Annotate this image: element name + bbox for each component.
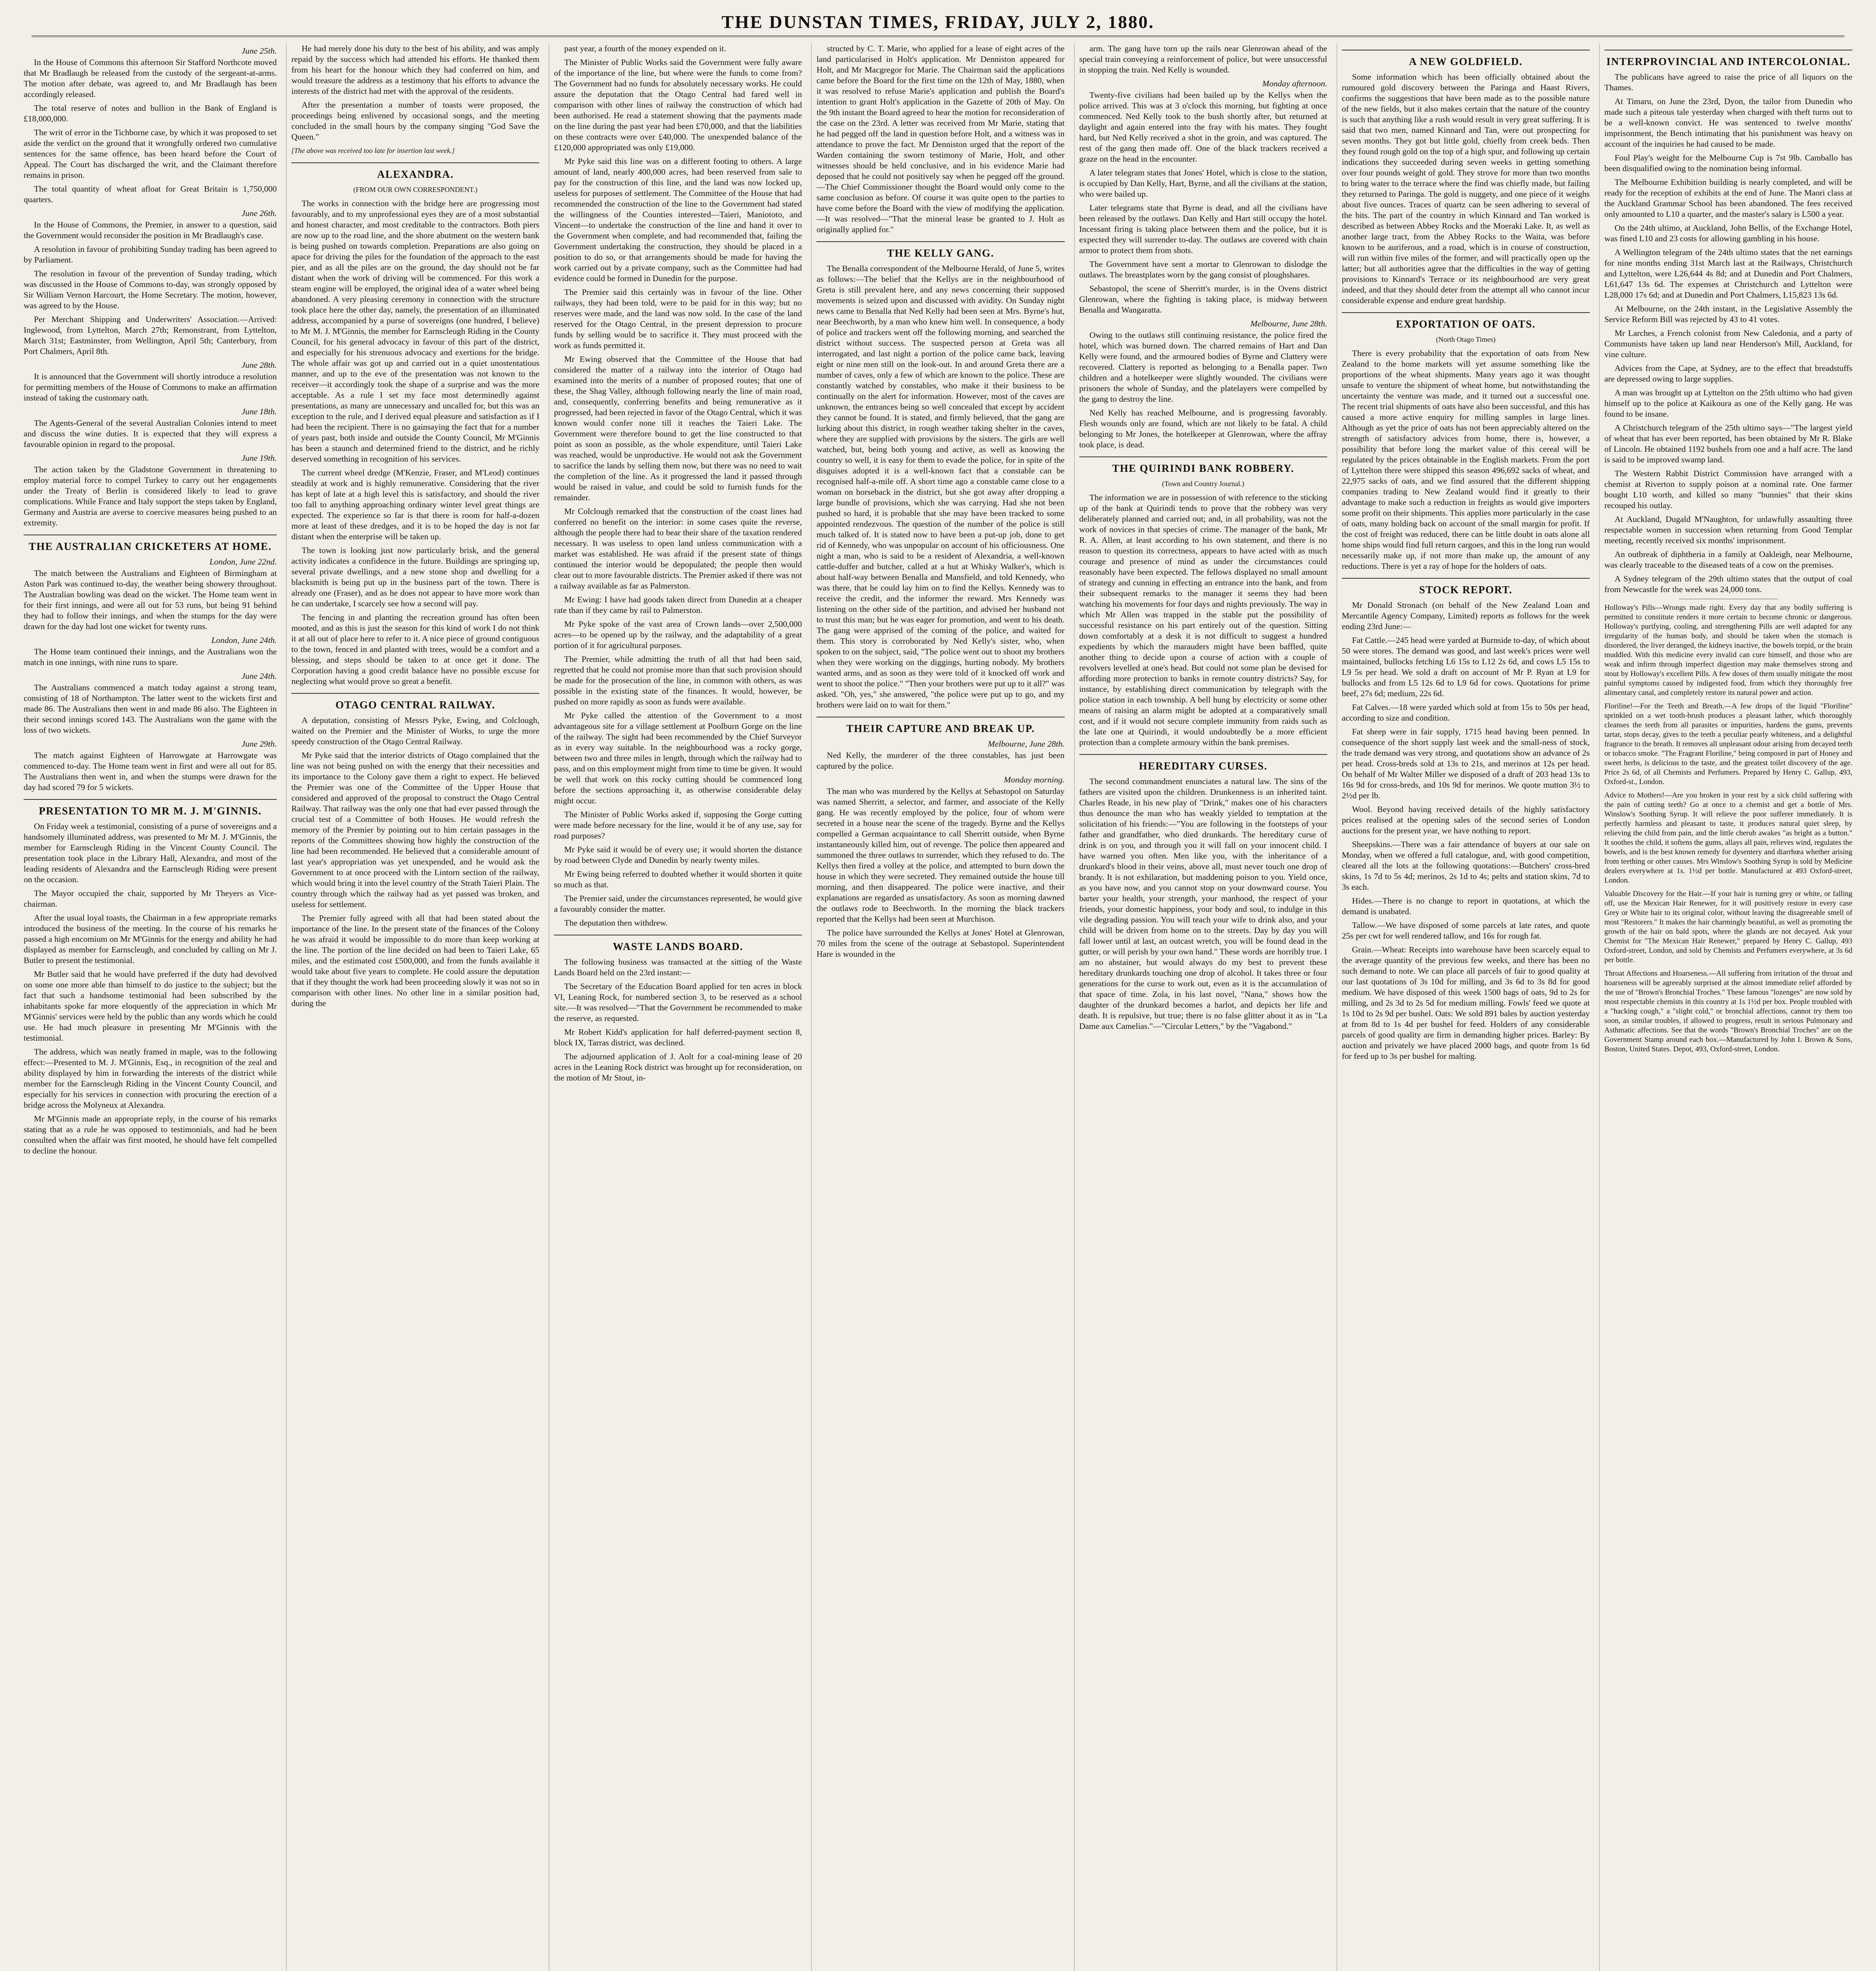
dateline: London, June 24th. [211, 635, 277, 645]
article-paragraph: Mr M'Ginnis made an appropriate reply, in the course of his remarks stating that as a rule he was opposed to testimonials, and had he been consulted when the affair was first mooted, he should have felt compelled to decline the honour. [24, 1114, 277, 1155]
article-paragraph: The deputation then withdrew. [564, 918, 668, 928]
article-paragraph: Mr Ewing: I have had goods taken direct from Dunedin at a cheaper rate than if they came by rail to Palmerston. [554, 595, 802, 615]
article-paragraph: Tallow.—We have disposed of some parcels at late rates, and quote 25s per cwt for well rendered tallow, and 16s for rough fat. [1341, 920, 1590, 941]
article-paragraph: The Mayor occupied the chair, supported by Mr Theyers as Vice-chairman. [24, 889, 277, 909]
column-3 [549, 43, 802, 1971]
column-4 [811, 43, 1064, 1971]
article-paragraph: A later telegram states that Jones' Hotel, which is close to the station, is occupied by Dan Kelly, Hart, Byrne, and all the civilians at the station, who were bailed up. [1079, 168, 1327, 199]
article-paragraph: The Benalla correspondent of the Melbourne Herald, of June 5, writes as follows:—The belief that the Kellys are in the neighbourhood of Greta is still prevalent here, and any news concerning their supposed movements is seized upon and discussed with avidity. On Sunday night news came to Benalla that Ned Kelly had been seen at Mrs. Byrne's hut, near Beechworth, by a man who knew him well. In consequence, a body of police and trackers went off the following morning, and searched the district without success. The suspected person at Greta was all interrogated, and last night a portion of the police came back, leaving eight or nine men still on the look-out. In and around Greta there are a number of caves, only a few of which are known to the police. These are constantly watched by constables, who make it their business to be continually on the alert for information. However, most of the caves are unknown, the entrances being so well concealed that except by accident they cannot be found. It is stated, and firmly believed, that the gang are lurking about this district, in rough weather taking shelter in the caves, where they are supplied with provisions by the sisters. The girls are well watched, but, being both young and active, as well as knowing the country so well, it is easy for them to evade the police, for in spite of the disguises adopted it is a well-known fact that a constable can be recognised half-a-mile off. A short time ago a constable came close to a woman on horseback in the district, but she got away after dropping a large bundle of provisions, which she was carrying. Had she not been pushed so hard, it is probable that she may have been tracked to some appointed rendezvous. The question of the number of the police is still much talked of. It is stated now to have been a put-up job, done to get rid of Kennedy, who was unpopular on account of his officiousness. One night a man, who is said to be a resident of Alexandria, a well-known cattle-duffer and butcher, called at a hut at Whisky Walker's, which is about half-way between Benalla and Mansfield, and told Kennedy, who was there, that he could lay him on to find the Kellys. Kennedy was to receive the credit, and the informer the reward. Mrs Kennedy was listening on the other side of the partition, and advised her husband not to trust this man; but he was eager for promotion, and went to his death. The gang were apprised of the coming of the police, and waited for them. This story is corroborated by Ned Kelly's sister, who, when spoken to on the subject, said, "The police went out to shoot my brothers when they were working on the diggings, hurting nobody. My brothers wanted arms, and as soon as they were told of it knocked off work and went to shoot the police." "Then your brothers were put up to it all?" was asked. "Oh, yes," she answered, "the police were put up to go, and my brothers were laid on to wait for them." [816, 264, 1065, 710]
dateline: June 28th. [241, 360, 277, 370]
article-paragraph: past year, a fourth of the money expended on it. [564, 44, 726, 53]
article-paragraph: Mr Pyke said this line was on a different footing to others. A large amount of land, nearly 400,000 acres, had been reserved from sale to pay for the construction of this line, and the land was now locked up, useless for purposes of settlement. The Committee of the House that had recommended the construction of the line to the Government had stated the willingness of the Counties interested—Taieri, Maniototo, and Vincent—to undertake the construction of the line and hand it over to the Government when complete, and had recommended that, failing the Government undertaking the construction, they should be placed in a position to do so, or that arrangements should be made for having the work carried out by a private company, such as the Committee had had evidence could be formed in Dunedin for the purpose. [554, 156, 802, 283]
article-paragraph: Mr Robert Kidd's application for half deferred-payment section 8, block IX, Tarras district, was declined. [554, 1027, 802, 1047]
advertisement [1604, 889, 1852, 965]
article-paragraph: The Premier fully agreed with all that had been stated about the importance of the line. In the present state of the finances of the Colony he was afraid it would be impossible to do more than keep working at the line. The portion of the line decided on had been to Taieri Lake, 65 miles, and the estimated cost £500,000, and from the funds available it would take about five years to complete. He could assure the deputation that if they thought the work had been proceeding slowly it was not so in comparison with other lines. No other line in a similar position had, during the [291, 913, 540, 1008]
article-paragraph: Twenty-five civilians had been bailed up by the Kellys when the police arrived. This was at 3 o'clock this morning, but fighting at once commenced. Ned Kelly took to the bush shortly after, but returned at daylight and again entered into the fray with his mates. They fought hard, but Ned Kelly received a shot in the groin, and was captured. The rest of the gang then made off. One of the black trackers received a graze on the head in the encounter. [1079, 90, 1327, 164]
article-paragraph: On Friday week a testimonial, consisting of a purse of sovereigns and a handsomely illuminated address, was presented to Mr M. J. M'Ginnis, the member for Earnscleugh Riding in the Vincent County Council. The presentation took place in the Library Hall, Alexandra, and most of the leading residents of Alexandra and the Earnscleugh Riding were present on the occasion. [24, 822, 277, 884]
article-paragraph: In the House of Commons, the Premier, in answer to a question, said the Government would reconsider the position in Mr Bradlaugh's case. [24, 220, 277, 240]
article-paragraph: Hides.—There is no change to report in quotations, at which the demand is unabated. [1341, 896, 1590, 916]
article-heading: THE KELLY GANG. [816, 241, 1064, 259]
article-paragraph: A resolution in favour of prohibiting Sunday trading has been agreed to by Parliament. [24, 244, 277, 265]
article-paragraph: A Sydney telegram of the 29th ultimo states that the output of coal from Newcastle for the week was 24,000 tons. [1604, 574, 1852, 594]
article-heading: A NEW GOLDFIELD. [1342, 50, 1590, 68]
article-paragraph: Fat Calves.—18 were yarded which sold at from 15s to 50s per head, according to size and condition. [1341, 702, 1590, 723]
columns-container [24, 43, 1852, 1971]
advertisement-text: Holloway's Pills—Wrongs made right. Every day that any bodily suffering is permitted to constitute renders it more certain to become chronic or dangerous. Holloway's purifying, cooling, and strengthening Pills are well adapted for any irregularity of the human body, and should be taken when the stomach is disordered, the liver deranged, the kidneys inactive, the bowels torpid, or the brain muddled. With this medicine every invalid can cure himself, and those who are weak and infirm through imperfect digestion may make themselves strong and stout by Holloway's excellent Pills. A few doses of them usually mitigate the most painful symptoms caused by indigested food, from which they thoroughly free alimentary canal, and completely restore its natural power and action. [1604, 604, 1852, 697]
article-paragraph: A Christchurch telegram of the 25th ultimo says—"The largest yield of wheat that has ever been reported, has been obtained by Mr R. Blake of Lincoln. He obtained 1192 bushels from one and a half acre. The land is said to be improved swamp land. [1604, 423, 1852, 464]
article-paragraph: On the 24th ultimo, at Auckland, John Bellis, of the Exchange Hotel, was fined L10 and 23 costs for allowing gambling in his house. [1604, 223, 1852, 243]
article-paragraph: At Melbourne, on the 24th instant, in the Legislative Assembly the Service Reform Bill was rejected by 43 to 41 votes. [1604, 304, 1852, 324]
masthead [32, 8, 1844, 37]
page-title: THE DUNSTAN TIMES, FRIDAY, JULY 2, 1880. [721, 11, 1155, 32]
article-source: (North Otago Times) [1436, 335, 1496, 343]
advertisement-text: Valuable Discovery for the Hair.—If your hair is turning grey or white, or falling off, use the Mexican Hair Renewer, for it will positively restore in every case Grey or White hair to its original color, without leaving the disagreeable smell of most "Restorers." It makes the hair charmingly beautiful, as well as promoting the growth of the hair on bald spots, where the glands are not decayed. Ask your Chemist for "The Mexican Hair Renewer," prepared by Henry C. Gallup, 493 Oxford-street, London, and sold by Chemists and Perfumers everywhere, at 3s 6d per bottle. [1604, 890, 1852, 964]
article-paragraph: The adjourned application of J. Aolt for a coal-mining lease of 20 acres in the Leaning Rock district was brought up for reconsideration, on the motion of Mr Stout, in- [554, 1052, 802, 1082]
article-paragraph: Mr Pyke said it would be of every use; it would shorten the distance by road between Clyde and Dunedin by nearly twenty miles. [554, 845, 802, 865]
article-paragraph: The match against Eighteen of Harrowgate at Harrowgate was commenced to-day. The Home team went in first and were all out for 85. The Australians then went in, and when the stumps were drawn for the day had scored 79 for 5 wickets. [24, 751, 277, 792]
column-5 [1074, 43, 1327, 1971]
article-paragraph: The action taken by the Gladstone Government in threatening to employ material force to compel Turkey to carry out her engagements under the Treaty of Berlin is considered likely to lead to grave complications. While France and Italy support the steps taken by England, Germany and Austria are averse to coercive measures being pushed to an extremity. [24, 465, 277, 527]
article-paragraph: The town is looking just now particularly brisk, and the general activity indicates a confidence in the future. Buildings are springing up, several private dwellings, and a new stone shop and dwelling for a blacksmith is being put up in the business part of the town. There is already one (Fraser), and as he does not appear to have more work than he can undertake, I scarcely see how a second will pay. [291, 546, 540, 608]
article-paragraph: The police have surrounded the Kellys at Jones' Hotel at Glenrowan, 70 miles from the scene of the outrage at Sebastopol. Superintendent Hare is wounded in the [816, 928, 1065, 959]
article-paragraph: The Minister of Public Works said the Government were fully aware of the importance of the line, but where were the funds to come from? The Government had no funds for absolutely necessary works. He could assure the deputation that the Otago Central had fared well in comparison with other lines of railway the construction of which had been authorised. He read a statement showing that the payments made on the line during the past year had been £70,000, and that the liabilities on these contracts were over £40,000. The unexpended balance of the £120,000 appropriated was only £19,000. [554, 58, 802, 152]
article-paragraph: In the House of Commons this afternoon Sir Stafford Northcote moved that Mr Bradlaugh be released from the custody of the sergeant-at-arms. The motion after debate, was agreed to, and Mr Bradlaugh has been accordingly released. [24, 58, 277, 99]
article-heading: THEIR CAPTURE AND BREAK UP. [816, 717, 1064, 735]
article-paragraph: The total quantity of wheat afloat for Great Britain is 1,750,000 quarters. [24, 184, 277, 204]
article-paragraph: He had merely done his duty to the best of his ability, and was amply repaid by the success which had attended his efforts. He thanked them from his heart for the honour which they had conferred on him, and would treasure the address as a testimony that his efforts to advance the interests of the district had met with the approval of the residents. [291, 44, 540, 96]
article-paragraph: The match between the Australians and Eighteen of Birmingham at Aston Park was continued to-day, the weather being showery throughout. The Australian bowling was dead on the wicket. The Home team went in for their first innings, and were all out for 53 runs, but being 91 behind they had to follow their innings, and when the stumps for the day were drawn for the day had lost one wicket for twenty runs. [24, 568, 277, 631]
article-paragraph: Fat sheep were in fair supply, 1715 head having been penned. In consequence of the short supply last week and the small-ness of stock, the trade demand was very strong, and quotations show an advance of 2s per head. Cross-breds sold at 13s to 21s, and merinos at 12s per head. On behalf of Mr Walter Miller we disposed of a draft of 203 head 13s to 16s 9d for cross-breds, and 10s 9d for merinos. We quote mutton 3½ to 2½d per lb. [1341, 727, 1590, 800]
article-paragraph: Mr Donald Stronach (on behalf of the New Zealand Loan and Mercantile Agency Company, Limited) reports as follows for the week ending 23rd June:— [1341, 600, 1590, 631]
article-paragraph: Ned Kelly has reached Melbourne, and is progressing favorably. Flesh wounds only are found, which are not likely to be fatal. A child belonging to Mr Jones, the hotelkeeper at Glenrowan, where the affray took place, is dead. [1079, 408, 1327, 449]
article-heading: HEREDITARY CURSES. [1079, 754, 1327, 772]
article-paragraph: Mr Colclough remarked that the construction of the coast lines had conferred no benefit on the interior: in some cases quite the reverse, although the people there had to bear their share of the taxation rendered necessary. It was useless to open land unless communication with a market was established. He was afraid if the present state of things continued the interior would be depopulated; the people then would clear out to more favourable districts. The Premier asked if there was not a railway available as far as Palmerston. [554, 507, 802, 591]
dateline: Monday morning. [1004, 775, 1065, 784]
article-paragraph: A man was brought up at Lyttelton on the 25th ultimo who had given himself up to the police at Kaikoura as one of the Kelly gang. He was found to be insane. [1604, 388, 1852, 419]
editor-notice: [The above was received too late for insertion last week.] [291, 147, 455, 155]
dateline: Monday afternoon. [1262, 79, 1327, 88]
article-paragraph: Mr Pyke called the attention of the Government to a most advantageous site for a village settlement at Poolburn Gorge on the line of the railway. The sight had been recommended by the Chief Surveyor as in every way suitable. In the neighbourhood was a rocky gorge, between two and three miles in length, through which the railway had to pass, and on this employment might from time to time be given. It would be well that work on this rocky cutting should be commenced long before the sections approaching it, as otherwise considerable delay might occur. [554, 711, 802, 805]
article-paragraph: The Home team continued their innings, and the Australians won the match in one innings, with nine runs to spare. [24, 647, 277, 667]
article-paragraph: Wool. Beyond having received details of the highly satisfactory prices realised at the opening sales of the second series of London auctions for the present year, we have nothing to report. [1341, 805, 1590, 835]
article-paragraph: Advices from the Cape, at Sydney, are to the effect that breadstuffs are depressed owing to large supplies. [1604, 363, 1852, 384]
article-paragraph: Mr Pyke spoke of the vast area of Crown lands—over 2,500,000 acres—to be opened up by the railway, and the adaptability of a great portion of it for agricultural purposes. [554, 619, 802, 650]
article-paragraph: Sheepskins.—There was a fair attendance of buyers at our sale on Monday, when we offered a full catalogue, and, with good competition, cleared all the lots at the following quotations:—Butchers' cross-bred skins, 1s 7d to 5s 4d; merinos, 2s 1d to 4s; pelts and station skins, 7d to 3s each. [1341, 840, 1590, 892]
article-heading: THE AUSTRALIAN CRICKETERS AT HOME. [24, 535, 277, 553]
article-paragraph: Grain.—Wheat: Receipts into warehouse have been scarcely equal to the average quantity of the previous few weeks, and there has been no such demand to note. We can place all parcels of fair to good quality at our last quotations of 3s 10d for milling, and 3s 6d to 3s 8d for good medium. We have disposed of this week 1500 bags of oats, 9d to 2s for milling, and 2s 3d to 2s 5d for medium milling. Fowls' feed we quote at 1s 10d to 2s 9d per bushel. Oats: We sold 891 bales by auction yesterday at from 8d to 1s 4d per bushel for feed. Holders of any considerable parcels of good quality are firm in demanding higher prices. Barley: By auction and privately we have placed 2000 bags, and quote from 1s 6d for feed up to 3s per bushel for malting. [1341, 945, 1590, 1061]
dateline: June 19th. [241, 453, 277, 463]
article-paragraph: Sebastopol, the scene of Sherritt's murder, is in the Ovens district Glenrowan, where the fighting is taking place, is midway between Benalla and Wangaratta. [1079, 284, 1327, 315]
article-paragraph: The Australians commenced a match today against a strong team, consisting of 18 of Northampton. The latter went to the wickets first and made 86. The Australians then went in and made 86 also. The Eighteen in their second innings scored 143. The Australians won the game with the loss of two wickets. [24, 683, 277, 735]
article-heading: PRESENTATION TO MR M. J. M'GINNIS. [24, 799, 277, 817]
article-paragraph: A deputation, consisting of Messrs Pyke, Ewing, and Colclough, waited on the Premier and the Minister of Works, to urge the more speedy construction of the Otago Central Railway. [291, 715, 540, 746]
article-paragraph: The Premier, while admitting the truth of all that had been said, regretted that he could not promise more than that such provision should be made for the prosecution of the line, in common with others, as was possible in the existing state of the finances. It would, however, be pushed on more rapidly as soon as funds were available. [554, 654, 802, 706]
article-paragraph: The current wheel dredge (M'Kenzie, Fraser, and M'Leod) continues steadily at work and is highly remunerative. Considering that the river has kept of late at a high level this is satisfactory, and should the river too fall to anything approaching ordinary winter level great things are expected. The experience so far is that there is room for half-a-dozen more at least of these dredges, and it is to be hoped the day is not far distant when the enterprise will be taken up. [291, 468, 540, 541]
article-paragraph: There is every probability that the exportation of oats from New Zealand to the home markets will yet assume something like the proportions of the wheat shipments. Many years ago it was thought unsafe to venture the shipment of wheat home, but notwithstanding the uncertainty the venture was made, and it turned out a successful one. The recent trial shipments of oats have also been successful, and this has caused a more active enquiry for milling samples in large lines. Although as yet the price of oats has not been appreciably altered on the strength of satisfactory advices from home, there is, however, a possibility that before long the market value of this cereal will be regulated by the prices obtainable in the English markets. From the port of Lyttelton there were shipped this season 496,692 sacks of wheat, and 22,975 sacks of oats, and we find assured that the different shipping companies trading to New Zealand would find it greatly to their advantage to make such a reduction in freights as would give importers some profit on their shipments. This applies more particularly in the case of oats, many holding back on account of the small margin for profit. If the cost of freight was reduced, there can be little doubt in oats alone all home ships would find full return cargoes, and this in the long run would necessarily make up, if not more than make up, the amount of any reductions. There is yet a ray of hope for the holders of oats. [1341, 348, 1590, 571]
article-paragraph: The fencing in and planting the recreation ground has often been mooted, and as this is just the season for this kind of work I do not think it at all out of place here to refer to it. A nice piece of ground contiguous to the town, fenced in and planted with trees, would be a comfort and a blessing, and steps should be taken to at once get it done. The Corporation having a good credit balance have no possible excuse for neglecting what would prove so great a benefit. [291, 613, 540, 686]
article-paragraph: A Wellington telegram of the 24th ultimo states that the net earnings for nine months ending 31st March last at the Railways, Christchurch and Lyttelton, were L26,644 4s 8d; and at Dunedin and Port Chalmers, L61,647 13s 6d. The expenses at Christchurch and Lyttelton were L28,000 17s 6d; and at Dunedin and Port Chalmers, L15,823 13s 6d. [1604, 248, 1852, 300]
article-heading: STOCK REPORT. [1342, 578, 1590, 596]
article-paragraph: The Premier said this certainly was in favour of the line. Other railways, they had been told, were to be paid for in this way; but no reserves were made, and the land was now sold. In the case of the land reserved for the Otago Central, in the present depression to procure funds by selling would be to sacrifice it. They must proceed with the work as funds permitted it. [554, 287, 802, 350]
column-6 [1337, 43, 1590, 1971]
dateline: June 18th. [241, 407, 277, 416]
dateline: June 26th. [241, 209, 277, 218]
article-paragraph: The Premier said, under the circumstances represented, he would give a favourably consider the matter. [554, 894, 802, 914]
advertisement-text: Advice to Mothers!—Are you broken in your rest by a sick child suffering with the pain of cutting teeth? Go at once to a chemist and get a bottle of Mrs. Winslow's Soothing Syrup. It will relieve the poor sufferer immediately. It is perfectly harmless and pleasant to taste, it produces natural quiet sleep, by relieving the child from pain, and the little cherub awakes "as bright as a button." It soothes the child, it softens the gums, allays all pain, relieves wind, regulates the bowels, and is the best known remedy for dysentery and diarrhœa whether arising from teething or other causes. Mrs Winslow's Soothing Syrup is sold by Medicine dealers everywhere at 1s. 1½d per bottle. Manufactured at 493 Oxford-street, London. [1604, 791, 1852, 885]
advertisement [1604, 702, 1852, 787]
article-paragraph: Owing to the outlaws still continuing resistance, the police fired the hotel, which was burned down. The charred remains of Hart and Dan Kelly were found, and the armoured bodies of Byrne and Clattery were recovered. Clattery is reported as belonging to a Benalla paper. Two children and a hotelkeeper were slightly wounded. The civilians were prisoners the whole of Sunday, and the platelayers were compelled by the gang to destroy the line. [1079, 330, 1327, 404]
dateline: London, June 22nd. [209, 557, 277, 566]
advertisement [1604, 791, 1852, 885]
article-paragraph: An outbreak of diphtheria in a family at Oakleigh, near Melbourne, was clearly traceable to the diseased teats of a cow on the premises. [1604, 550, 1852, 570]
article-paragraph: The publicans have agreed to raise the price of all liquors on the Thames. [1604, 72, 1852, 92]
article-paragraph: Mr Ewing observed that the Committee of the House that had considered the matter of a railway into the interior of Otago had examined into the merits of a number of proposed routes; that one of these, the Shag Valley, although following nearly the line of main road, and, consequently, conferring benefits and being remunerative as it progressed, had been rejected in favor of the Otago Central, which it was known would confer none till it reaches the Taieri Lake. The Government were therefore bound to get the line constructed to that point as soon as possible, as the whole expenditure, until Taieri Lake was reached, would be unproductive. He would not ask the Government to sacrifice the lands by selling them now, but there was no need to wait the completion of the line. As it progressed the land it passed through would be raised in value, and could be sold to furnish funds for the remainder. [554, 354, 802, 502]
advertisement [1604, 969, 1852, 1054]
article-source: (FROM OUR OWN CORRESPONDENT.) [353, 186, 478, 194]
article-paragraph: arm. The gang have torn up the rails near Glenrowan ahead of the special train conveying a reinforcement of police, but were unsuccessful in stopping the train. Ned Kelly is wounded. [1079, 44, 1327, 75]
dateline: Melbourne, June 28th. [987, 739, 1065, 749]
article-paragraph: The resolution in favour of the prevention of Sunday trading, which was discussed in the House of Commons to-day, was strongly opposed by Sir William Vernon Harcourt, the Home Secretary. The motion, however, was agreed to by the House. [24, 269, 277, 310]
advertisement-text: Throat Affections and Hoarseness.—All suffering from irritation of the throat and hoarseness will be agreeably surprised at the almost immediate relief afforded by the use of "Brown's Bronchial Troches." These famous "lozenges" are now sold by most respectable chemists in this country at 1s 1½d per box. People troubled with a "hacking cough," a "slight cold," or bronchial affections, cannot try them too soon, as similar troubles, if allowed to progress, result in serious Pulmonary and Asthmatic affections. See that the words "Brown's Bronchial Troches" are on the Government Stamp around each box.—Manufactured by John I. Brown & Sons, Boston, United States. Depot, 493, Oxford-street, London. [1604, 969, 1852, 1053]
article-paragraph: The information we are in possession of with reference to the sticking up of the bank at Quirindi tends to prove that the robbery was very deliberately planned and carried out; and, in all probability, was not the work of novices in that species of crime. The manager of the bank, Mr R. A. Allen, at least according to his own statement, and there is no reason to question its correctness, appears to have acted with as much courage and presence of mind as under the circumstances could reasonably have been expected. The fellows displayed no small amount of strategy and cunning in effecting an entrance into the bank, and from their subsequent remarks to the manager it seems they had been watching his movements for four days and nights previously. The way in which Mr Allen was trapped in the stable put the possibility of successful resistance on his part entirely out of the question. Sitting down comfortably at a desk it is not difficult to suggest a hundred expedients by which the marauders might have been baffled, quite another thing to decide upon a course of action with a couple of revolvers levelled at one's head. But could not some plan be devised for affording more protection to banks in remote country districts? Say, for instance, by establishing direct communication by telegraph with the police station in each township. A bell hung by electricity or some other means of raising an alarm might be adopted at a comparatively small cost, and if it would not secure complete immunity from raids such as the late one at Quirindi, it would undoubtedly be a more efficient protection than a complete armoury within the bank premises. [1079, 493, 1327, 747]
article-paragraph: structed by C. T. Marie, who applied for a lease of eight acres of the land particularised in Holt's application. Mr Denniston appeared for Holt, and Mr Macgregor for Marie. The Chairman said the applications came before the Board for the first time on the 12th of May, 1880, when it was resolved to refuse Marie's application and publish the Board's intention to grant Holt's application in the Gazette of 20th of May. On the 9th instant the Board agreed to hear the motion for reconsideration of the case on the 23rd. A letter was received from Mr Marie, stating that he had pegged off the land in question before Holt, and a witness was in attendance to prove the fact. Mr Denniston urged that the report of the Warden containing the sworn testimony of Marie, Holt, and other witnesses should be held conclusive, and in his evidence Marie had deposed that he could not positively say when he pegged off the ground.—The Chief Commissioner thought the Board would only come to the same conclusion as before. Of course it was quite open to the parties to have come before the Board with the view of modifying the application.—It was resolved—"That the mineral lease be granted to J. Holt as originally applied for." [816, 44, 1065, 234]
article-paragraph: Mr Butler said that he would have preferred if the duty had devolved on some one more able than himself to do justice to the subject; but the fact that such a handsome testimonial had been subscribed by the inhabitants spoke far more eloquently of the appreciation in which Mr M'Ginnis' services were held by the public than any words which he could use. He had much pleasure in presenting Mr M'Ginnis with the testimonial. [24, 969, 277, 1043]
column-7 [1599, 43, 1852, 1971]
dateline: June 29th. [241, 739, 277, 749]
dateline: June 25th. [241, 46, 277, 56]
article-paragraph: After the presentation a number of toasts were proposed, the proceedings being enlivened by occasional songs, and the meeting concluded in the small hours by the company singing "God Save the Queen." [291, 100, 540, 142]
article-paragraph: It is announced that the Government will shortly introduce a resolution for permitting members of the House of Commons to make an affirmation instead of taking the customary oath. [24, 372, 277, 402]
column-1 [24, 43, 277, 1971]
article-heading: WASTE LANDS BOARD. [554, 935, 802, 953]
article-paragraph: Later telegrams state that Byrne is dead, and all the civilians have been released by the outlaws. Dan Kelly and Hart still occupy the hotel. Incessant firing is taking place between them and the police, but it is expected they will surrender to-day. The outlaws are covered with chain armor to protect them from shots. [1079, 203, 1327, 255]
article-paragraph: The total reserve of notes and bullion in the Bank of England is £18,000,000. [24, 103, 277, 123]
dateline: Melbourne, June 28th. [1250, 319, 1327, 328]
dateline: June 24th. [241, 671, 277, 681]
article-paragraph: The Agents-General of the several Australian Colonies intend to meet and discuss the wine duties. It is expected that they will express a favourable opinion in regard to the proposal. [24, 418, 277, 449]
article-paragraph: The Minister of Public Works asked if, supposing the Gorge cutting were made before necessary for the line, would it be of any use, say for road purposes? [554, 810, 802, 840]
article-paragraph: Mr Larches, a French colonist from New Caledonia, and a party of Communists have taken up land near Henderson's Mill, Auckland, for vine culture. [1604, 328, 1852, 359]
article-paragraph: At Auckland, Dugald M'Naughton, for unlawfully assaulting three respectable women in succession when returning from Good Templar meeting, recently received six months' imprisonment. [1604, 514, 1852, 545]
article-paragraph: Some information which has been officially obtained about the rumoured gold discovery between the Paringa and Haast Rivers, confirms the suggestions that have been made as to the possible nature of the new fields, but it also makes certain that the nature of the country is such that anything like a rush would result in very great suffering. It is said that two men, named Kinnard and Tan, were out prospecting for seven months. They got but little gold, chiefly from creek beds. Then they found rough gold on the top of a high spur, and following up certain indications they succeeded during seven weeks in getting something over four pounds weight of gold. They strove for more than two months to bring water to the terrace where the find was chiefly made, but failing they returned to Paringa. The gold is nuggety, and one piece of it weighs about five ounces. Traces of quartz can be seen adhering to several of the bits. The part of the country in which Kinnard and Tan worked is described as between Abbey Rocks and the Moeraki Lake. It, as well as another large tract, from the Abbey Rocks to the Waita, was before known to be auriferous, and a road, which is in course of construction, will run within five miles of the former, and will practically open up the latter; but all authorities agree that the difficulties in the way of getting provisions to Kinnard's Terrace or its neighbourhood are very great indeed, and that they should deter from the attempt all who cannot incur considerable expense and endure great hardship. [1341, 72, 1590, 305]
column-2 [286, 43, 539, 1971]
article-paragraph: Per Merchant Shipping and Underwriters' Association.—Arrived: Inglewood, from Lyttelton, March 27th; Remonstrant, from Lyttelton, March 31st; Eastminster, from Wellington, April 5th; Canterbury, from Port Chalmers, April 8th. [24, 315, 277, 356]
advertisement-text: Floriline!—For the Teeth and Breath.—A few drops of the liquid "Floriline" sprinkled on a wet tooth-brush produces a pleasant lather, which thoroughly cleanses the teeth from all parasites or impurities, hardens the gums, prevents tartar, stops decay, gives to the teeth a peculiar pearly whiteness, and a delightful fragrance to the breath. It removes all unpleasant odour arising from decayed teeth or tobacco smoke. "The Fragrant Floriline," being composed in part of Honey and sweet herbs, is delicious to the taste, and the greatest toilet discovery of the age. Price 2s 6d, of all Chemists and Perfumers. Prepared by Henry C. Gallup, 493, Oxford-st., London. [1604, 702, 1852, 786]
article-paragraph: The works in connection with the bridge here are progressing most favourably, and to my unprofessional eyes they are of a most substantial and honest character, and most creditable to the contractors. Both piers are now up to the road line, and the shore abutment on the western bank is being pushed on towards completion. Preparations are also going on apace for driving the piles for the foundation of the approach to the east pier, and as all the piles are on the ground, the day should not be far distant when the work of driving will be commenced. For this work a steam engine will be employed, the original idea of a water wheel being abandoned. A very pleasing ceremony in connection with the structure took place here the other day, namely, the presentation of an illuminated address, accompanied by a purse of sovereigns (one hundred, I believe) to Mr M. J. M'Ginnis, the member for Earnscleugh Riding in the County Council, for his general advocacy in favour of this part of the district, and especially for his strenuous advocacy and exertions for the bridge. The whole affair was got up and carried out in a quiet unostentatious manner, and up to the eve of the presentation was not known to the receiver—it accordingly took the shape of a surprise and was the more acceptable. As a rule I set my face most determinedly against presentations, as many are unnecessary and uncalled for, but this was an exception to the rule, and I derived equal pleasure and satisfaction as if I had been the recipient. There is no gainsaying the fact that for a number of years past, both inside and outside the County Council, Mr M'Ginnis has been a staunch and determined friend to the district, and he richly deserved something in recognition of his services. [291, 199, 540, 464]
article-paragraph: After the usual loyal toasts, the Chairman in a few appropriate remarks introduced the business of the meeting. In the course of his remarks he passed a high encomium on Mr M'Ginnis for the energy and ability he had displayed as member for Earnscleugh, and concluded by calling on Mr J. Butler to present the testimonial. [24, 913, 277, 965]
article-paragraph: The second commandment enunciates a natural law. The sins of the fathers are visited upon the children. Drunkenness is an inherited taint. Charles Reade, in his new play of "Drink," makes one of his characters thus denounce the man who has weakly yielded to temptation at the solicitation of his friends:—"You are following in the footsteps of your father and grandfather, who died drunkards. The hereditary curse of drink is on you, and through you it will fall on your innocent child. I have warned you often. Men like you, with the inheritance of a drunkard's blood in their veins, above all, must never touch one drop of brandy. It is not exhilaration, but maddening poison to you. Yield once, as you have now, and you cannot stop on your downward course. You barter your health, your strength, your manhood, the respect of your friends, your domestic happiness, your body and soul, to indulge in this vile degrading passion. You will teach your wife to drink also, and your child will be driven from home on to the streets. Day by day you will fall lower until at last, an outcast wretch, you will be found dead in the gutter, or will perish by your own hand." These words are horribly true. I am no abstainer, but would always do my best to prevent these hereditary drunkards touching one drop of alcohol. It takes three or four generations for the curse to work out, even as it is the accumulation of that space of time. Zola, in his last novel, "Nana," shows how the daughter of the drunkard becomes a harlot, and depicts her life and death. It is repulsive, but true; there is no false glitter about it as in "La Dame aux Camelias."—"Circular Letters," by the "Vagabond." [1079, 777, 1327, 1031]
article-paragraph: The Government have sent a mortar to Glenrowan to dislodge the outlaws. The breastplates worn by the gang consist of ploughshares. [1079, 259, 1327, 279]
article-paragraph: The man who was murdered by the Kellys at Sebastopol on Saturday was named Sherritt, a selector, and farmer, and associate of the Kelly gang. He was recently employed by the police, four of whom were secreted in a house near the scene of the tragedy. Byrne and the Kellys compelled a German acquaintance to call Sherritt outside, when Byrne instantaneously killed him, out of revenge. The police then appeared and summoned the three outlaws to surrender, which they refused to do. The Kellys then fired a volley at the police, and attempted to burn down the house in which they were secreted. They remained outside the house till morning, and then disappeared. The police were inactive, and their explanations are regarded as unsatisfactory. As soon as morning dawned the outlaws rode to Beechworth. In the morning the black trackers reported that the Kellys had been seen at Murchison. [816, 786, 1065, 924]
advertisement [1604, 603, 1852, 698]
article-heading: INTERPROVINCIAL AND INTERCOLONIAL. [1604, 50, 1852, 68]
article-heading: THE QUIRINDI BANK ROBBERY. [1079, 456, 1327, 475]
article-paragraph: Foul Play's weight for the Melbourne Cup is 7st 9lb. Camballo has been disqualified owing to the nomination being informal. [1604, 153, 1852, 173]
article-paragraph: Mr Ewing being referred to doubted whether it would shorten it quite so much as that. [554, 869, 802, 889]
article-paragraph: The following business was transacted at the sitting of the Waste Lands Board held on the 23rd instant:— [554, 957, 802, 977]
article-heading: EXPORTATION OF OATS. [1342, 312, 1590, 330]
article-paragraph: Ned Kelly, the murderer of the three constables, has just been captured by the police. [816, 751, 1065, 771]
article-paragraph: Mr Pyke said that the interior districts of Otago complained that the line was not being pushed on with the energy that their necessities and its importance to the Colony gave them a right to expect. He believed the Premier was one of the Committee of the Upper House that considered and approved of the proposal to construct the Otago Central Railway. That railway was the only one that had ever passed through the crucial test of a Committee of both Houses. He would refresh the memory of the Premier by pointing out to him certain passages in the reports of the Committees showing how highly the construction of the line had been recommended. He believed that a considerable amount of last year's appropriation was yet unexpended, and he would ask the Government to at once proceed with the Lintorn section of the railway, which would bring it into the level country of the Strath Taieri Plain. The country through which the railway had as yet passed was broken, and useless for settlement. [291, 751, 540, 909]
article-paragraph: At Timaru, on June the 23rd, Dyon, the tailor from Dunedin who made such a piteous tale yesterday when charged with theft turns out to be a well-known convict. He was sentenced to twelve months' imprisonment, the Bench intimating that his punishment was heavy on account of the inquiries he had caused to be made. [1604, 97, 1852, 149]
article-paragraph: Fat Cattle.—245 head were yarded at Burnside to-day, of which about 50 were stores. The demand was good, and last week's prices were well maintained, bullocks fetching L6 15s to L12 2s 6d, and cows L5 15s to L9 5s per head. We sold a draft on account of Mr P. Ryan at L9 for bullocks and from L5 12s 6d to L9 6d for cows. Quotations for prime beef, 27s 6d; medium, 22s 6d. [1341, 635, 1590, 698]
article-source: (Town and Country Journal.) [1162, 480, 1244, 488]
article-paragraph: The Western Rabbit District Commission have arranged with a chemist at Riverton to supply poison at a nominal rate. One farmer bought L10 worth, and killed so many "bunnies" that their skins recouped his outlay. [1604, 469, 1852, 510]
article-paragraph: The address, which was neatly framed in maple, was to the following effect:—Presented to M. J. M'Ginnis, Esq., in recognition of the zeal and ability displayed by him in forwarding the interests of the district while member for the Earnscleugh Riding in the Vincent County Council, and especially for his services in connection with procuring the erection of a bridge across the Molyneux at Alexandra. [24, 1047, 277, 1110]
article-paragraph: The writ of error in the Tichborne case, by which it was proposed to set aside the verdict on the ground that it wrongfully ordered two cumulative sentences for the same offence, has been heard before the Court of Appeal. The Court has discharged the writ, and the Claimant therefore remains in prison. [24, 128, 277, 180]
article-heading: ALEXANDRA. [291, 162, 539, 181]
article-paragraph: The Melbourne Exhibition building is nearly completed, and will be ready for the reception of exhibits at the end of June. The Maori class at the Auckland Grammar School has been abandoned. The fees received only amounted to L10 a quarter, and the master's salary is L500 a year. [1604, 177, 1852, 219]
article-heading: OTAGO CENTRAL RAILWAY. [291, 693, 539, 711]
article-paragraph: The Secretary of the Education Board applied for ten acres in block VI, Leaning Rock, for numbered section 3, to be reserved as a school site.—It was resolved—"That the Government be recommended to make the reserve, as requested. [554, 982, 802, 1023]
